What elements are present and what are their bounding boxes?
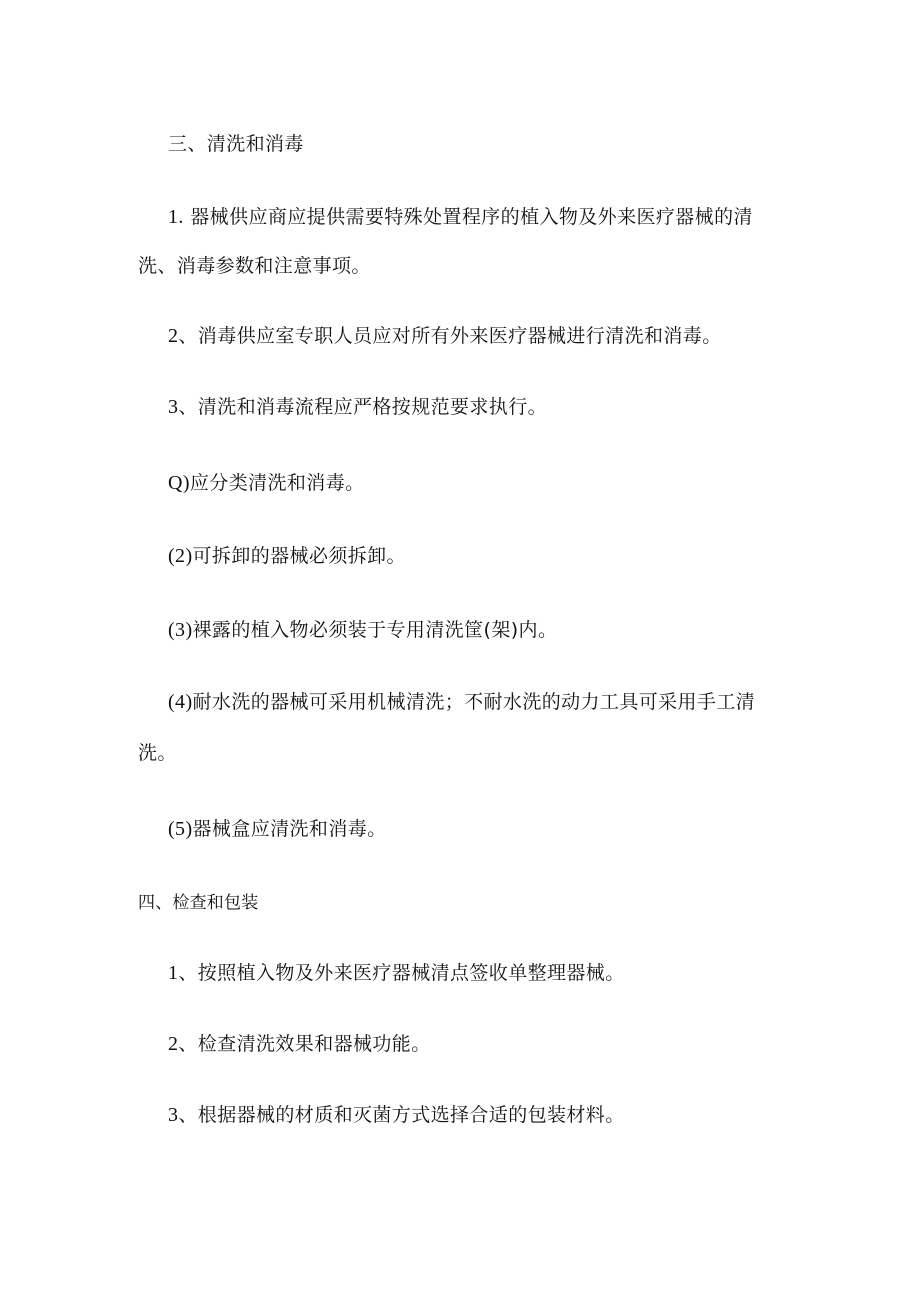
sub-text: 器械盒应清洗和消毒。 [192, 818, 387, 840]
sub-text: 洗。 [138, 742, 177, 764]
item-number: 3 [168, 396, 179, 418]
item-text: 、消毒供应室专职人员应对所有外来医疗器械进行清洗和消毒。 [178, 325, 722, 347]
section-4-item-1 [168, 961, 625, 985]
section-3-item-2 [168, 324, 722, 348]
item-text: 、清洗和消毒流程应严格按规范要求执行。 [178, 396, 548, 418]
sub-number: (3) [168, 619, 193, 641]
item-text: 洗、消毒参数和注意事项。 [138, 255, 371, 277]
section-3-sub-5 [168, 817, 387, 841]
sub-text: 裸露的植入物必须装于专用清洗筐(架)内。 [192, 619, 558, 641]
section-3-sub-4-line-1 [168, 690, 755, 714]
sub-text: 应分类清洗和消毒。 [189, 472, 365, 494]
section-3-heading: 三、清洗和消毒 [168, 133, 304, 155]
section-3-sub-3 [168, 618, 557, 642]
section-4-item-2 [168, 1032, 431, 1056]
section-4-heading: 四、检查和包装 [138, 893, 259, 913]
section-3-item-3 [168, 395, 547, 419]
section-3-sub-4-line-2 [138, 741, 177, 765]
item-number: 1 [168, 962, 179, 984]
item-number: 3 [168, 1104, 179, 1126]
sub-number: (2) [168, 545, 193, 567]
section-3-item-1-line-1 [168, 205, 753, 229]
sub-number: Q) [168, 472, 190, 494]
sub-text: 耐水洗的器械可采用机械清洗；不耐水洗的动力工具可采用手工清 [192, 691, 756, 713]
section-3-item-1-line-2 [138, 254, 371, 278]
item-text: 、根据器械的材质和灭菌方式选择合适的包装材料。 [178, 1104, 625, 1126]
section-4-item-3 [168, 1103, 625, 1127]
item-number: 1. [168, 206, 184, 228]
sub-number: (5) [168, 818, 193, 840]
sub-number: (4) [168, 691, 193, 713]
sub-text: 可拆卸的器械必须拆卸。 [192, 545, 406, 567]
item-number: 2 [168, 325, 179, 347]
item-text: 器械供应商应提供需要特殊处置程序的植入物及外来医疗器械的清 [190, 206, 753, 228]
section-3-sub-2 [168, 544, 406, 568]
item-text: 、检查清洗效果和器械功能。 [178, 1033, 431, 1055]
section-3-sub-1 [168, 471, 365, 495]
item-text: 、按照植入物及外来医疗器械清点签收单整理器械。 [178, 962, 625, 984]
item-number: 2 [168, 1033, 179, 1055]
